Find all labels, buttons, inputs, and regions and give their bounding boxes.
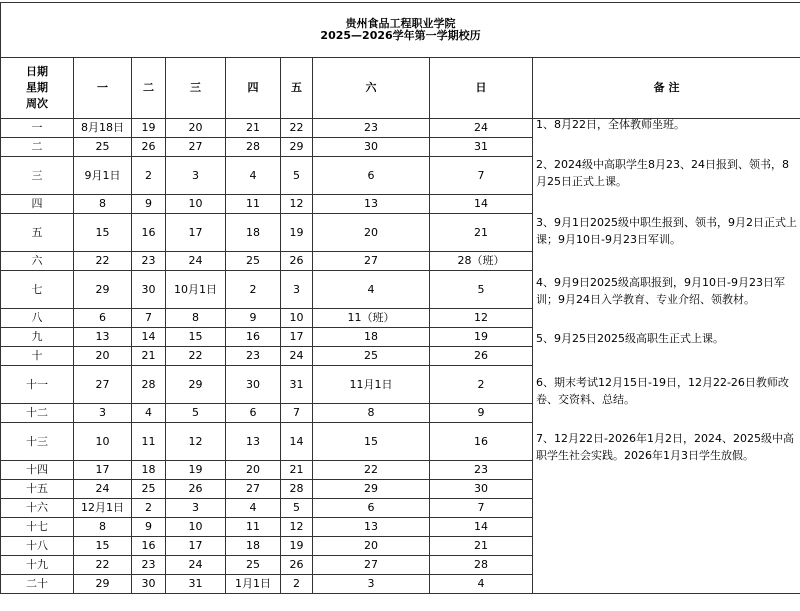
day-cell: 30 [226, 366, 281, 404]
day-cell: 9 [132, 195, 166, 214]
day-cell: 20 [74, 347, 132, 366]
day-cell: 9月1日 [74, 157, 132, 195]
corner-header [1, 58, 74, 119]
note-item: 2、2024级中高职学生8月23、24日报到、领书，8月25日正式上课。 [536, 158, 789, 188]
day-cell: 22 [74, 556, 132, 575]
day-cell: 18 [226, 537, 281, 556]
day-cell: 24 [166, 556, 226, 575]
day-cell: 17 [166, 537, 226, 556]
day-cell: 23 [132, 252, 166, 271]
week-number: 十九 [1, 556, 74, 575]
day-cell: 26 [430, 347, 533, 366]
week-number: 二十 [1, 575, 74, 594]
day-cell: 15 [74, 537, 132, 556]
day-cell: 13 [226, 423, 281, 461]
day-cell: 14 [430, 518, 533, 537]
day-cell: 24 [430, 119, 533, 138]
day-cell: 22 [281, 119, 313, 138]
header-row [1, 58, 800, 119]
weekday-header: 一 [74, 58, 132, 119]
day-cell: 28 [430, 556, 533, 575]
day-cell: 3 [281, 271, 313, 309]
day-cell: 30 [132, 575, 166, 594]
day-cell: 27 [74, 366, 132, 404]
day-cell: 17 [74, 461, 132, 480]
day-cell: 25 [132, 480, 166, 499]
week-number: 十八 [1, 537, 74, 556]
note-item: 3、9月1日2025级中职生报到、领书，9月2日正式上课；9月10日-9月23日军训。 [536, 216, 797, 246]
day-cell: 2 [281, 575, 313, 594]
day-cell: 19 [281, 214, 313, 252]
note-item: 7、12月22日-2026年1月2日，2024、2025级中高职学生社会实践。2026年1月3日学生放假。 [536, 432, 794, 462]
day-cell: 15 [166, 328, 226, 347]
day-cell: 6 [74, 309, 132, 328]
day-cell: 18 [132, 461, 166, 480]
day-cell: 20 [313, 214, 430, 252]
day-cell: 12 [281, 195, 313, 214]
day-cell: 1月1日 [226, 575, 281, 594]
day-cell: 4 [430, 575, 533, 594]
day-cell: 27 [313, 252, 430, 271]
day-cell: 29 [74, 271, 132, 309]
day-cell: 28 [132, 366, 166, 404]
day-cell: 26 [281, 556, 313, 575]
day-cell: 12月1日 [74, 499, 132, 518]
day-cell: 20 [226, 461, 281, 480]
day-cell: 9 [132, 518, 166, 537]
corner-weekday-label: 星期 [26, 81, 48, 94]
day-cell: 13 [313, 518, 430, 537]
day-cell: 5 [166, 404, 226, 423]
school-name: 贵州食品工程职业学院 [345, 17, 456, 30]
week-number: 五 [1, 214, 74, 252]
day-cell: 15 [74, 214, 132, 252]
day-cell: 28（班） [430, 252, 533, 271]
day-cell: 11 [226, 518, 281, 537]
day-cell: 28 [281, 480, 313, 499]
day-cell: 26 [281, 252, 313, 271]
day-cell: 31 [430, 138, 533, 157]
note-item: 1、8月22日，全体教师坐班。 [536, 118, 685, 131]
day-cell: 21 [281, 461, 313, 480]
note-item: 5、9月25日2025级高职生正式上课。 [536, 332, 724, 345]
day-cell: 19 [132, 119, 166, 138]
day-cell: 11 [132, 423, 166, 461]
corner-date-label: 日期 [26, 65, 48, 78]
day-cell: 4 [226, 499, 281, 518]
week-number: 三 [1, 157, 74, 195]
day-cell: 8 [74, 195, 132, 214]
day-cell: 13 [74, 328, 132, 347]
day-cell: 16 [132, 214, 166, 252]
day-cell: 8月18日 [74, 119, 132, 138]
day-cell: 14 [132, 328, 166, 347]
weekday-header: 日 [430, 58, 533, 119]
day-cell: 27 [313, 556, 430, 575]
day-cell: 8 [74, 518, 132, 537]
note-item: 4、9月9日2025级高职报到，9月10日-9月23日军训；9月24日入学教育、专业介绍、领教材。 [536, 276, 785, 306]
week-number: 二 [1, 138, 74, 157]
day-cell: 20 [166, 119, 226, 138]
week-number: 八 [1, 309, 74, 328]
day-cell: 6 [313, 157, 430, 195]
week-number: 十六 [1, 499, 74, 518]
day-cell: 12 [430, 309, 533, 328]
day-cell: 8 [313, 404, 430, 423]
day-cell: 4 [132, 404, 166, 423]
day-cell: 22 [166, 347, 226, 366]
day-cell: 16 [226, 328, 281, 347]
day-cell: 12 [166, 423, 226, 461]
day-cell: 17 [166, 214, 226, 252]
day-cell: 18 [313, 328, 430, 347]
day-cell: 24 [74, 480, 132, 499]
day-cell: 8 [166, 309, 226, 328]
day-cell: 22 [74, 252, 132, 271]
day-cell: 5 [281, 499, 313, 518]
day-cell: 7 [430, 157, 533, 195]
day-cell: 29 [74, 575, 132, 594]
day-cell: 24 [281, 347, 313, 366]
day-cell: 31 [281, 366, 313, 404]
week-number: 十三 [1, 423, 74, 461]
day-cell: 15 [313, 423, 430, 461]
corner-week-label: 周次 [26, 97, 48, 110]
day-cell: 28 [226, 138, 281, 157]
day-cell: 20 [313, 537, 430, 556]
day-cell: 10 [166, 518, 226, 537]
day-cell: 2 [430, 366, 533, 404]
weekday-header: 五 [281, 58, 313, 119]
day-cell: 16 [430, 423, 533, 461]
day-cell: 9 [226, 309, 281, 328]
day-cell: 5 [430, 271, 533, 309]
week-number: 十二 [1, 404, 74, 423]
day-cell: 3 [166, 499, 226, 518]
day-cell: 24 [166, 252, 226, 271]
day-cell: 11（班） [313, 309, 430, 328]
day-cell: 30 [132, 271, 166, 309]
day-cell: 14 [281, 423, 313, 461]
day-cell: 22 [313, 461, 430, 480]
day-cell: 9 [430, 404, 533, 423]
week-number: 十 [1, 347, 74, 366]
weekday-header: 三 [166, 58, 226, 119]
day-cell: 5 [281, 157, 313, 195]
day-cell: 25 [226, 556, 281, 575]
day-cell: 4 [313, 271, 430, 309]
day-cell: 14 [430, 195, 533, 214]
day-cell: 2 [132, 157, 166, 195]
day-cell: 27 [166, 138, 226, 157]
week-number: 十四 [1, 461, 74, 480]
day-cell: 30 [313, 138, 430, 157]
day-cell: 18 [226, 214, 281, 252]
day-cell: 21 [226, 119, 281, 138]
day-cell: 29 [166, 366, 226, 404]
day-cell: 26 [132, 138, 166, 157]
day-cell: 19 [430, 328, 533, 347]
day-cell: 2 [132, 499, 166, 518]
day-cell: 29 [281, 138, 313, 157]
day-cell: 10 [281, 309, 313, 328]
day-cell: 7 [430, 499, 533, 518]
day-cell: 3 [313, 575, 430, 594]
week-number: 十五 [1, 480, 74, 499]
day-cell: 19 [281, 537, 313, 556]
day-cell: 2 [226, 271, 281, 309]
week-number: 一 [1, 119, 74, 138]
weekday-header: 六 [313, 58, 430, 119]
day-cell: 23 [430, 461, 533, 480]
day-cell: 29 [313, 480, 430, 499]
day-cell: 13 [313, 195, 430, 214]
day-cell: 16 [132, 537, 166, 556]
day-cell: 21 [430, 214, 533, 252]
weekday-header: 四 [226, 58, 281, 119]
week-number: 七 [1, 271, 74, 309]
note-item: 6、期末考试12月15日-19日，12月22-26日教师改卷、交资料、总结。 [536, 376, 789, 406]
day-cell: 6 [313, 499, 430, 518]
day-cell: 26 [166, 480, 226, 499]
day-cell: 27 [226, 480, 281, 499]
day-cell: 10 [74, 423, 132, 461]
day-cell: 21 [430, 537, 533, 556]
day-cell: 30 [430, 480, 533, 499]
day-cell: 19 [166, 461, 226, 480]
week-number: 四 [1, 195, 74, 214]
week-number: 十七 [1, 518, 74, 537]
day-cell: 21 [132, 347, 166, 366]
calendar-title [1, 3, 800, 58]
day-cell: 11月1日 [313, 366, 430, 404]
weekday-header: 二 [132, 58, 166, 119]
day-cell: 23 [132, 556, 166, 575]
week-number: 十一 [1, 366, 74, 404]
day-cell: 25 [313, 347, 430, 366]
day-cell: 11 [226, 195, 281, 214]
day-cell: 23 [313, 119, 430, 138]
day-cell: 7 [281, 404, 313, 423]
day-cell: 23 [226, 347, 281, 366]
day-cell: 17 [281, 328, 313, 347]
week-number: 六 [1, 252, 74, 271]
notes-header: 备 注 [533, 58, 800, 119]
day-cell: 6 [226, 404, 281, 423]
day-cell: 7 [132, 309, 166, 328]
day-cell: 25 [74, 138, 132, 157]
day-cell: 10月1日 [166, 271, 226, 309]
day-cell: 10 [166, 195, 226, 214]
day-cell: 12 [281, 518, 313, 537]
day-cell: 3 [74, 404, 132, 423]
day-cell: 4 [226, 157, 281, 195]
day-cell: 31 [166, 575, 226, 594]
day-cell: 3 [166, 157, 226, 195]
week-number: 九 [1, 328, 74, 347]
term-title: 2025—2026学年第一学期校历 [320, 29, 481, 42]
day-cell: 25 [226, 252, 281, 271]
